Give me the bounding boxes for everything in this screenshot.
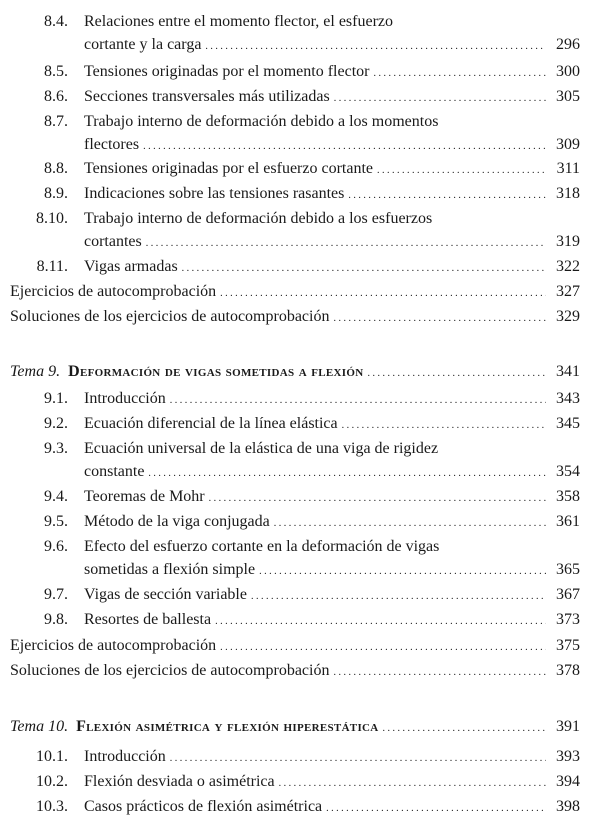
section-number: 8.4. [44,13,68,30]
section-number: 10.3. [36,798,68,815]
section-number: 9.5. [44,513,68,530]
section-title: Trabajo interno de deformación debido a los esfuerzos [84,210,433,227]
page-number: 329 [556,308,580,325]
section-number: 8.10. [36,210,68,227]
leader-dots [274,510,546,533]
section-number: 9.7. [44,586,68,603]
page-number: 375 [556,637,580,654]
section-title: Teoremas de Mohr [84,488,205,505]
page-number: 367 [556,586,580,603]
section-number: 9.1. [44,390,68,407]
section-title: Soluciones de los ejercicios de autocomprobación [10,308,330,325]
section-title: Tensiones originadas por el momento flector [84,63,370,80]
section-title-cont: flectores [84,136,140,153]
leader-dots [333,659,546,682]
section-title-cont: cortante y la carga [84,36,202,53]
page-number: 322 [556,258,580,275]
leader-dots [279,770,546,793]
section-title: Método de la viga conjugada [84,513,270,530]
page-number: 343 [556,390,580,407]
page-number: 345 [556,415,580,432]
page-number: 358 [556,488,580,505]
page-number: 309 [556,136,580,153]
page-number: 365 [556,561,580,578]
page-number: 296 [556,36,580,53]
leader-dots [259,558,546,581]
leader-dots [148,460,546,483]
leader-dots [334,85,546,108]
section-title: Introducción [84,390,166,407]
leader-dots [209,485,546,508]
page-number: 373 [556,611,580,628]
leader-dots [170,745,546,768]
page-number: 341 [556,363,580,380]
leader-dots [326,795,546,818]
leader-dots [367,360,546,383]
page-number: 398 [556,798,580,815]
leader-dots [146,230,546,253]
section-number: 9.4. [44,488,68,505]
section-number: 8.8. [44,160,68,177]
page-number: 305 [556,88,580,105]
section-title: Casos prácticos de flexión asimétrica [84,798,323,815]
leader-dots [348,182,546,205]
section-number: 8.5. [44,63,68,80]
page-number: 394 [556,773,580,790]
page-number: 393 [556,748,580,765]
section-number: 8.11. [36,258,68,275]
section-number: 8.6. [44,88,68,105]
page-number: 378 [556,662,580,679]
section-number: 9.6. [44,538,68,555]
section-title: Vigas armadas [84,258,178,275]
section-title: Tensiones originadas por el esfuerzo cortante [84,160,373,177]
leader-dots [333,305,546,328]
page-number: 300 [556,63,580,80]
leader-dots [373,60,546,83]
section-title: Flexión desviada o asimétrica [84,773,275,790]
section-number: 9.8. [44,611,68,628]
chapter-title: Flexión asimétrica y flexión hiperestática [76,718,379,735]
section-number: 9.3. [44,440,68,457]
section-title: Ejercicios de autocomprobación [10,283,217,300]
section-title: Ecuación universal de la elástica de una viga de rigidez [84,440,439,457]
page-number: 354 [556,463,580,480]
page-number: 318 [556,185,580,202]
section-title-cont: constante [84,463,145,480]
leader-dots [383,715,546,738]
section-title: Efecto del esfuerzo cortante en la deformación de vigas [84,538,440,555]
page-number: 311 [556,160,580,177]
leader-dots [215,608,546,631]
section-title-cont: sometidas a flexión simple [84,561,256,578]
section-title: Soluciones de los ejercicios de autocomprobación [10,662,330,679]
page-number: 391 [556,718,580,735]
leader-dots [251,583,546,606]
page-number: 361 [556,513,580,530]
leader-dots [170,387,546,410]
leader-dots [220,634,546,657]
section-title-cont: cortantes [84,233,142,250]
section-title: Vigas de sección variable [84,586,247,603]
section-number: 10.1. [36,748,68,765]
leader-dots [377,157,546,180]
leader-dots [205,33,546,56]
section-title: Trabajo interno de deformación debido a los momentos [84,113,439,130]
section-number: 8.7. [44,113,68,130]
section-title: Introducción [84,748,166,765]
chapter-title: Deformación de vigas sometidas a flexión [68,363,364,380]
section-number: 9.2. [44,415,68,432]
section-title: Secciones transversales más utilizadas [84,88,330,105]
chapter-label: Tema 9. [10,363,61,380]
leader-dots [143,133,546,156]
section-title: Indicaciones sobre las tensiones rasantes [84,185,345,202]
section-title: Relaciones entre el momento flector, el esfuerzo [84,13,393,30]
chapter-label: Tema 10. [10,718,69,735]
section-title: Ecuación diferencial de la línea elástica [84,415,338,432]
section-number: 10.2. [36,773,68,790]
page-number: 327 [556,283,580,300]
page-number: 319 [556,233,580,250]
section-title: Ejercicios de autocomprobación [10,637,217,654]
leader-dots [342,412,546,435]
leader-dots [182,255,546,278]
section-number: 8.9. [44,185,68,202]
leader-dots [220,280,546,303]
section-title: Resortes de ballesta [84,611,212,628]
